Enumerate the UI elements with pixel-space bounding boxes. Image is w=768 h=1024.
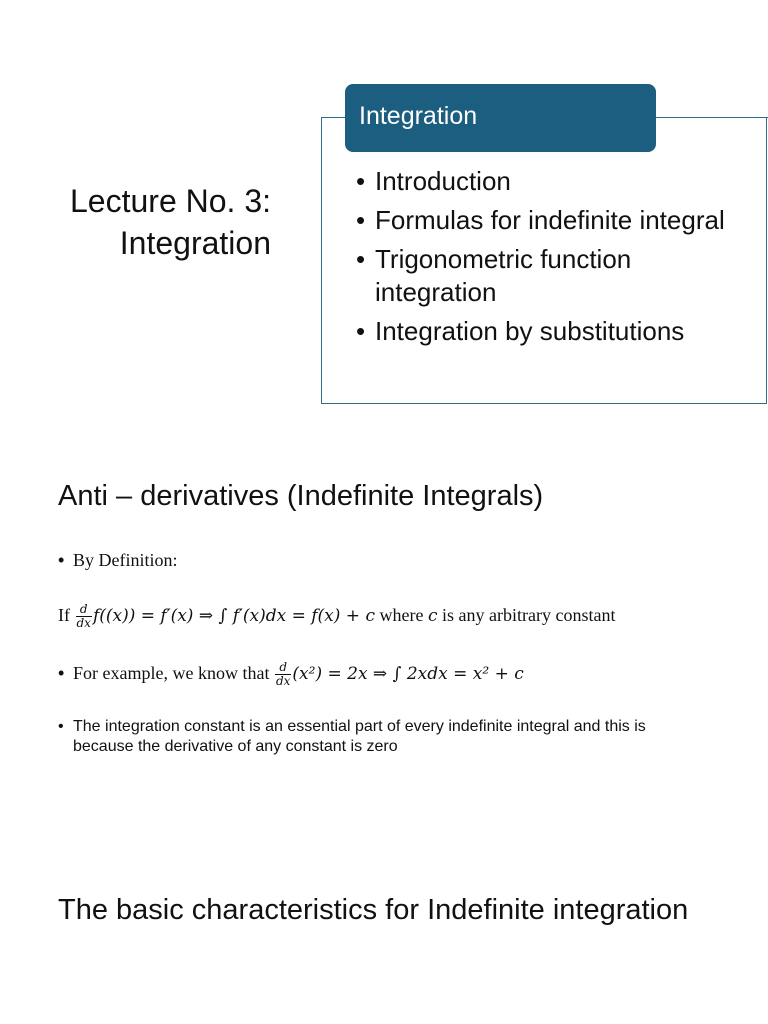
- definition-tail: is any arbitrary constant: [442, 605, 616, 625]
- lecture-title-line-2: Integration: [119, 225, 271, 261]
- topic-list: [356, 165, 756, 354]
- by-definition-bullet: [58, 548, 178, 572]
- topic-header: Integration: [345, 84, 656, 152]
- lecture-title: [11, 180, 271, 264]
- example-expression: (x²) = 2x ⇒ ∫ 2xdx = x² + c: [292, 664, 524, 684]
- bullet-dot: •: [58, 550, 65, 570]
- derivative-fraction: [76, 603, 92, 630]
- example-lead: For example, we know that: [73, 663, 270, 683]
- example-bullet: [58, 661, 524, 688]
- lecture-title-line-1: Lecture No. 3:: [70, 183, 271, 219]
- topic-item-trigonometric: • Trigonometric function integration: [356, 243, 756, 309]
- topic-frame-top-right: [655, 117, 768, 118]
- topic-item-substitutions: • Integration by substitutions: [356, 315, 756, 348]
- definition-formula: [58, 602, 615, 630]
- topic-item-formulas: • Formulas for indefinite integral: [356, 204, 756, 237]
- bullet-dot: •: [58, 718, 64, 735]
- constant-note-text: The integration constant is an essential part of every indefinite integral and this is because the derivative of any constant is zero: [73, 718, 646, 755]
- constant-symbol: c: [427, 606, 438, 626]
- definition-where: where: [379, 605, 424, 625]
- topic-frame-top-left: [321, 117, 347, 118]
- antiderivatives-title: Anti – derivatives (Indefinite Integrals): [58, 480, 544, 512]
- topic-item-introduction: • Introduction: [356, 165, 756, 198]
- fraction-denominator: dx: [275, 674, 291, 689]
- example-fraction: [275, 661, 291, 688]
- fraction-denominator: dx: [76, 616, 91, 631]
- definition-if: If: [58, 605, 70, 625]
- definition-expression: f((x)) = f′(x) ⇒ ∫ f′(x)dx = f(x) + c: [92, 606, 375, 626]
- bullet-dot: •: [58, 663, 65, 683]
- by-definition-text: By Definition:: [73, 550, 178, 570]
- fraction-numerator: d: [76, 603, 92, 617]
- constant-note-bullet: [58, 717, 708, 757]
- fraction-numerator: d: [275, 661, 291, 675]
- characteristics-title: The basic characteristics for Indefinite integration: [58, 894, 689, 926]
